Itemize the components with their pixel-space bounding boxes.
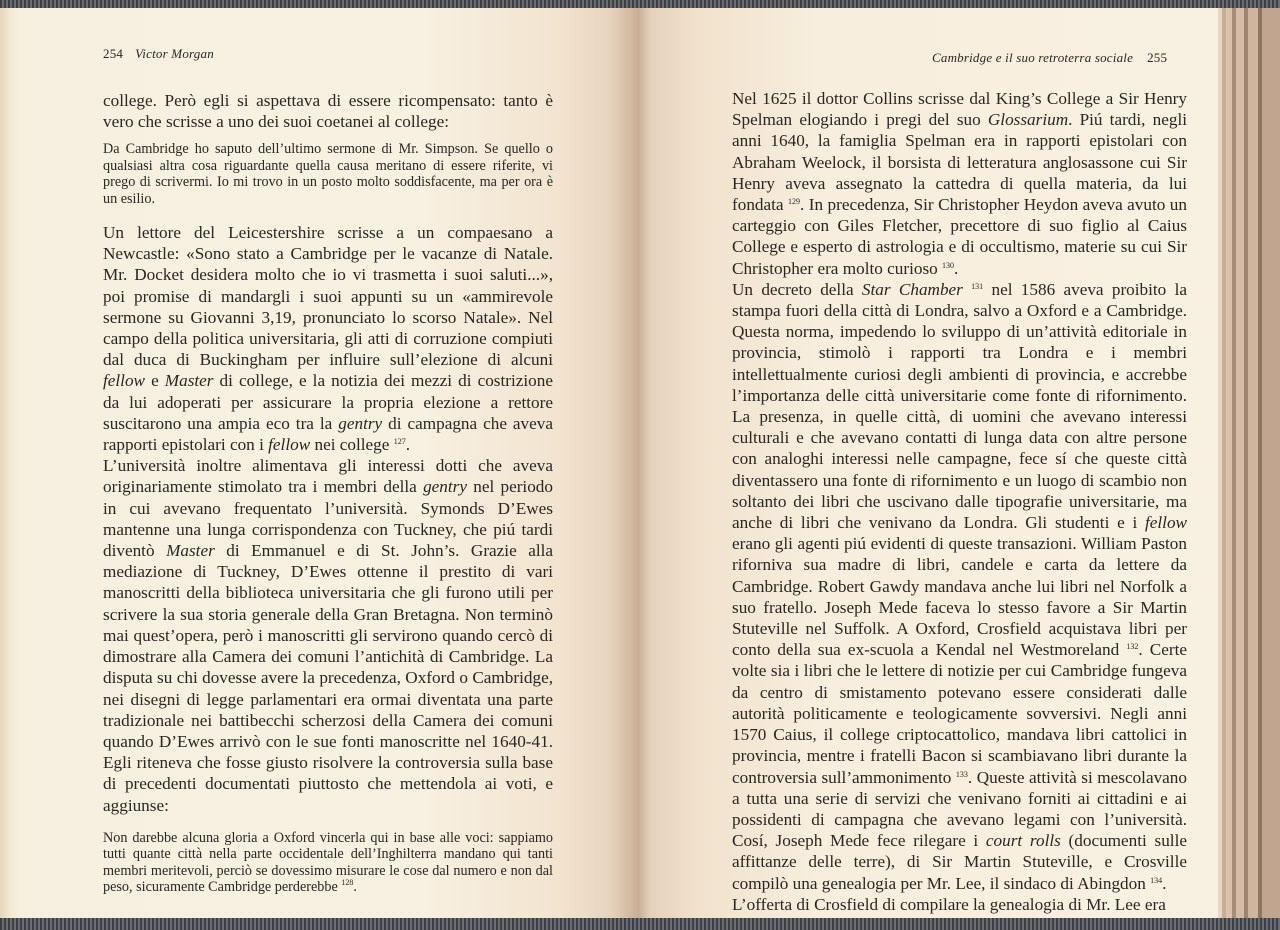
italic-term: Star Chamber bbox=[861, 279, 963, 299]
block-quote-simpson: Da Cambridge ho saputo dell’ultimo sermone di Mr. Simpson. Se quello o qualsiasi altra cosa riguardante quella causa meritano di essere riferite, vi prego di scrivermi. Io mi trovo in un posto molto soddisfacente, ma per ora è un esilio. bbox=[103, 141, 553, 207]
block-quote-oxford bbox=[103, 830, 553, 896]
scanner-bar-bottom bbox=[0, 918, 1280, 930]
text-run: di Emmanuel e di St. John’s. Grazie alla mediazione di Tuckney, D’Ewes ottenne il prestito di vari manoscritti della biblioteca universitaria che gli furono utili per scrivere la sua storia generale della Gran Bretagna. Non terminò mai quest’opera, però i manoscritti gli servirono quando cercò di dimostrare alla Camera dei comuni l’antichità di Cambridge. La disputa su chi dovesse avere la precedenza, Oxford o Cambridge, nei disegni di legge parlamentari era ormai diventata una parte tradizionale nei battibecchi scherzosi della Camera dei comuni quando D’Ewes arrivò con le sue fonti manoscritte nel 1640-41. Egli riteneva che fosse giusto risolvere la controversia sulla base di precedenti documentati piuttosto che mettendola ai voti, e aggiunse: bbox=[103, 541, 553, 815]
left-page-number: 254 bbox=[103, 46, 124, 61]
right-body-text bbox=[732, 88, 1187, 915]
italic-term: gentry bbox=[338, 413, 383, 433]
footnote-ref-131: 131 bbox=[971, 281, 984, 291]
right-running-head bbox=[932, 50, 1167, 66]
text-run: . bbox=[405, 435, 410, 455]
italic-term: Master bbox=[164, 371, 214, 391]
italic-term: Glossarium bbox=[987, 110, 1069, 130]
footnote-ref-130: 130 bbox=[942, 260, 955, 270]
left-body-text bbox=[103, 90, 553, 895]
text-run: nei college bbox=[310, 435, 390, 455]
italic-term: fellow bbox=[103, 371, 146, 391]
text-run: . Queste attività si mescolavano a tutta una serie di servizi che venivano forniti ai cittadini e ai possidenti di campagna che avevano legami con l’università. Cosí, Joseph Mede fece rilegare i bbox=[732, 767, 1187, 851]
text-run: . In precedenza, Sir Christopher Heydon aveva avuto un carteggio con Giles Fletcher, precettore di suo figlio al Caius College e esperto di astrologia e di occultismo, materie su cui Sir Christopher era molto curioso bbox=[732, 195, 1187, 278]
text-run: Un lettore del Leicestershire scrisse a un compaesano a Newcastle: «Sono stato a Cambridge per le vacanze di Natale. Mr. Docket desidera molto che io vi trasmetta i suoi saluti...», poi promise di mandargli i suoi appunti su un «ammirevole sermone su Giovanni 3,19, pronunciato lo scorso Natale». Nel campo della politica universitaria, gli atti di corruzione compiuti dal duca di Buckingham per influire sull’elezione di alcuni bbox=[103, 223, 553, 370]
footnote-ref-132: 132 bbox=[1126, 642, 1139, 652]
footnote-ref-128: 128 bbox=[341, 877, 354, 887]
left-paragraph-1 bbox=[103, 222, 553, 455]
text-run: (documenti sulle affittanze delle terre), di Sir Martin Stuteville, e Crosville compilò una genealogia per Mr. Lee, il sindaco di Abingdon bbox=[732, 831, 1187, 893]
right-page-number: 255 bbox=[1147, 50, 1168, 65]
left-running-title: Victor Morgan bbox=[135, 46, 214, 61]
text-run: . bbox=[1162, 873, 1167, 893]
italic-term: gentry bbox=[423, 477, 467, 497]
italic-term: fellow bbox=[1144, 513, 1187, 533]
text-run: . Certe volte sia i libri che le lettere di notizie per cui Cambridge fungeva da centro di smistamento potevano essere considerati dalle autorità politicamente e teologicamente sovversivi. Negli anni 1570 Caius, il college criptocattolico, mandava libri cattolici in provincia, mentre i fratelli Bacon si scambiavano libri durante la controversia sull’ammonimento bbox=[732, 640, 1187, 787]
footnote-ref-134: 134 bbox=[1150, 875, 1163, 885]
left-page bbox=[0, 8, 638, 918]
footnote-ref-127: 127 bbox=[393, 437, 406, 447]
left-paragraph-2 bbox=[103, 455, 553, 815]
italic-term: Master bbox=[166, 541, 215, 561]
page-block-edges bbox=[1218, 8, 1280, 918]
text-run: di college, e la notizia dei mezzi di costrizione da lui adoperati per assicurare la propria elezione a rettore suscitarono una ampia eco tra la bbox=[103, 371, 553, 433]
text-run: Un decreto della bbox=[732, 279, 862, 299]
footnote-ref-133: 133 bbox=[955, 769, 968, 779]
scanner-bar-top bbox=[0, 0, 1280, 8]
book-spread bbox=[0, 8, 1280, 918]
text-run: e bbox=[145, 371, 165, 391]
italic-term: fellow bbox=[268, 435, 311, 455]
text-run: di campagna che aveva rapporti epistolari con i bbox=[103, 413, 553, 455]
text-run: Nel 1625 il dottor Collins scrisse dal King’s College a Sir Henry Spelman elogiando i pregi del suo bbox=[732, 89, 1187, 130]
text-run: nel 1586 aveva proibito la stampa fuori della città di Londra, salvo a Oxford e a Cambridge. Questa norma, impedendo lo sviluppo di un’attività editoriale in provincia, stimolò i rapporti tra Londra e i membri intellettualmente curiosi degli ambienti di provincia, e accrebbe l’importanza delle città universitarie come fonte di rifornimento. La presenza, in quelle città, di uomini che avevano interessi culturali e che avevano contatti di lunga data con altre persone con analoghi interessi nelle campagne, fece sí che queste città diventassero una fonte di rifornimento e un luogo di scambio non soltanto dei libri che uscivano dalle tipografie universitarie, ma anche di libri che venivano da Londra. Gli studenti e i bbox=[732, 279, 1187, 533]
right-paragraph-1 bbox=[732, 88, 1187, 279]
text-run: . Piú tardi, negli anni 1640, la famiglia Spelman era in rapporti epistolari con Abraham Weelock, il borsista di letteratura anglosassone cui Sir Henry aveva assegnato la cattedra di quella materia, da lui fondata bbox=[732, 110, 1188, 215]
right-paragraph-3: L’offerta di Crosfield di compilare la genealogia di Mr. Lee era bbox=[732, 894, 1166, 914]
text-run: . bbox=[353, 878, 357, 895]
left-page-edge bbox=[0, 8, 10, 918]
text-run: Non darebbe alcuna gloria a Oxford vincerla qui in base alle voci: sappiamo tutti quante città nella parte occidentale dell’Inghilterra mandano qui tanti membri meritevoli, perciò se dovessimo misurare le cose dal numero e non dal peso, sicuramente Cambridge perderebbe bbox=[103, 829, 553, 895]
left-opening-paragraph: college. Però egli si aspettava di essere ricompensato: tanto è vero che scrisse a uno dei suoi coetanei al college: bbox=[103, 91, 553, 132]
footnote-ref-129: 129 bbox=[788, 197, 801, 207]
left-running-head bbox=[103, 46, 214, 62]
right-paragraph-2 bbox=[732, 279, 1187, 894]
right-running-title: Cambridge e il suo retroterra sociale bbox=[932, 50, 1134, 65]
text-run: . bbox=[954, 258, 959, 278]
text-run: erano gli agenti piú evidenti di queste transazioni. William Paston riforniva sua madre di libri, candele e carta da lettere da Cambridge. Robert Gawdy mandava anche lui libri nel Norfolk a suo fratello. Joseph Mede faceva lo stesso favore a Sir Martin Stuteville nel Suffolk. A Oxford, Crosfield acquistava libri per conto della sua ex-scuola a Kendal nel Westmoreland bbox=[732, 534, 1187, 660]
text-run: L’università inoltre alimentava gli interessi dotti che aveva originariamente stimolato tra i membri della bbox=[103, 456, 553, 497]
italic-term: court rolls bbox=[985, 831, 1061, 851]
text-run: nel periodo in cui avevano frequentato l’università. Symonds D’Ewes mantenne una lunga corrispondenza con Tuckney, che piú tardi diventò bbox=[103, 477, 553, 561]
